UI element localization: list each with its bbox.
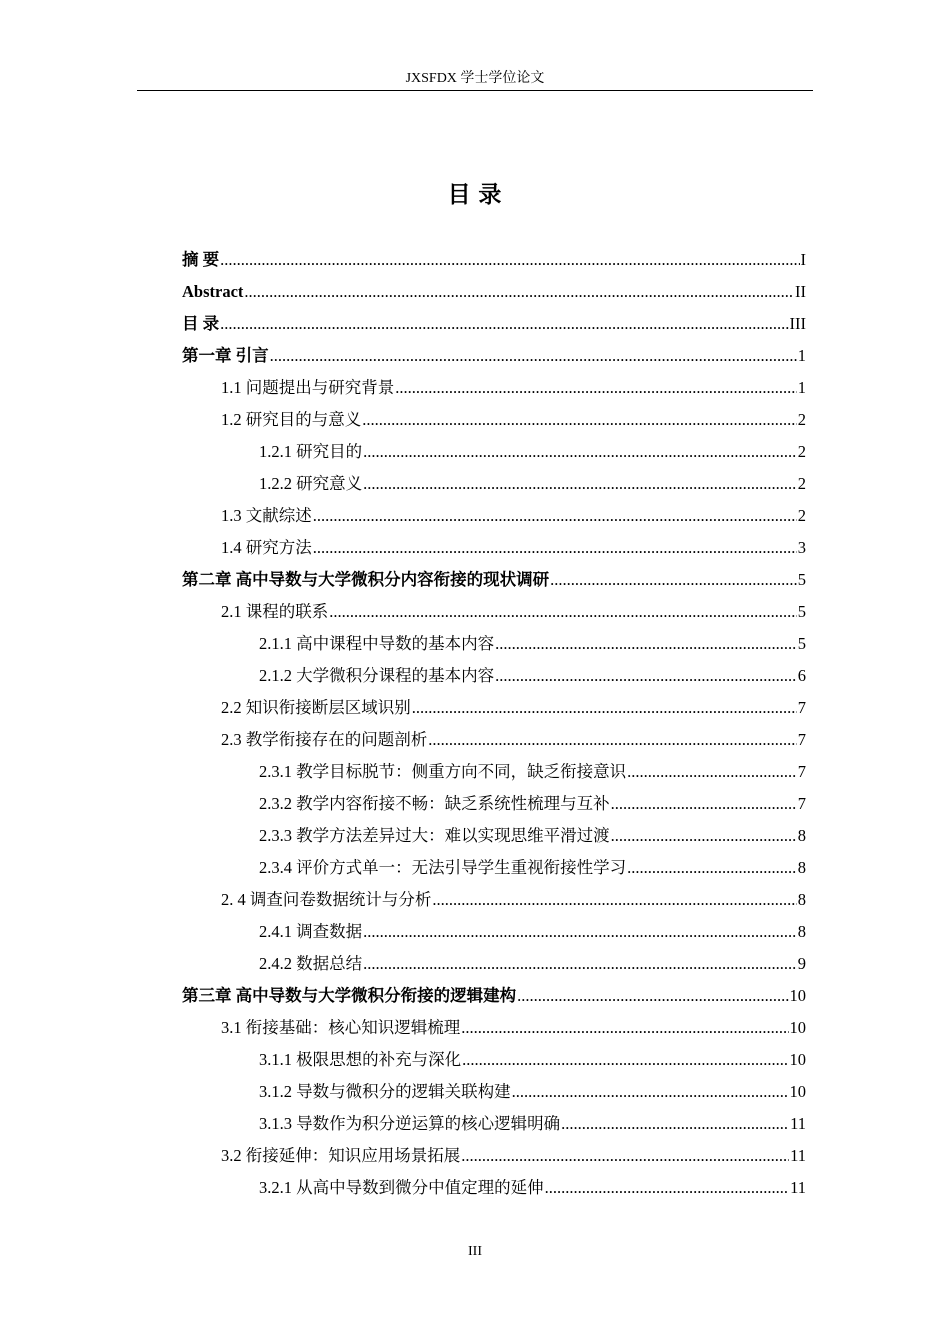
toc-dot-leader bbox=[611, 820, 797, 852]
toc-entry[interactable] bbox=[182, 660, 806, 692]
toc-entry[interactable] bbox=[182, 756, 806, 788]
toc-entry[interactable] bbox=[182, 564, 806, 596]
toc-entry-label: 1.2.1 研究目的 bbox=[259, 442, 363, 461]
toc-entry-page: II bbox=[795, 282, 806, 301]
toc-entry-label: 摘 要 bbox=[182, 250, 220, 269]
toc-entry[interactable] bbox=[182, 468, 806, 500]
toc-entry[interactable] bbox=[182, 340, 806, 372]
toc-entry[interactable] bbox=[182, 724, 806, 756]
toc-dot-leader bbox=[495, 660, 797, 692]
toc-entry-page: 1 bbox=[797, 378, 806, 397]
toc-entry[interactable] bbox=[182, 820, 806, 852]
toc-entry-page: 7 bbox=[797, 794, 806, 813]
toc-entry-label: 2.1.2 大学微积分课程的基本内容 bbox=[259, 666, 495, 685]
toc-entry-label: 2.4.2 数据总结 bbox=[259, 954, 363, 973]
toc-entry[interactable] bbox=[182, 980, 806, 1012]
toc-entry-label: 2.2 知识衔接断层区域识别 bbox=[221, 698, 411, 717]
toc-entry-label: 3.2.1 从高中导数到微分中值定理的延伸 bbox=[259, 1178, 544, 1197]
toc-entry-page: 8 bbox=[797, 858, 806, 877]
toc-dot-leader bbox=[270, 340, 797, 372]
toc-entry[interactable] bbox=[182, 916, 806, 948]
toc-entry-label: 1.4 研究方法 bbox=[221, 538, 312, 557]
toc-entry-label: 2.3.3 教学方法差异过大：难以实现思维平滑过渡 bbox=[259, 826, 610, 845]
toc-entry[interactable] bbox=[182, 276, 806, 308]
toc-dot-leader bbox=[550, 564, 797, 596]
toc-entry-label: 3.1.3 导数作为积分逆运算的核心逻辑明确 bbox=[259, 1114, 561, 1133]
toc-title: 目 录 bbox=[447, 182, 503, 207]
toc-dot-leader bbox=[517, 980, 788, 1012]
toc-entry-page: 11 bbox=[790, 1114, 806, 1133]
footer-page-number: III bbox=[468, 1244, 482, 1259]
toc-entry[interactable] bbox=[182, 948, 806, 980]
toc-dot-leader bbox=[363, 948, 797, 980]
toc-entry-label: 2.3.2 教学内容衔接不畅：缺乏系统性梳理与互补 bbox=[259, 794, 610, 813]
toc-entry-label: Abstract bbox=[182, 282, 244, 301]
toc-dot-leader bbox=[428, 724, 797, 756]
header-rule bbox=[137, 90, 813, 91]
toc-entry-label: 1.1 问题提出与研究背景 bbox=[221, 378, 395, 397]
toc-dot-leader bbox=[627, 852, 797, 884]
toc-dot-leader bbox=[363, 916, 797, 948]
toc-entry[interactable] bbox=[182, 1076, 806, 1108]
toc-entry-page: 10 bbox=[789, 1082, 806, 1101]
toc-entry-page: 9 bbox=[797, 954, 806, 973]
toc-dot-leader bbox=[220, 244, 799, 276]
toc-entry-page: 6 bbox=[797, 666, 806, 685]
toc-entry[interactable] bbox=[182, 308, 806, 340]
toc-entry-page: 8 bbox=[797, 826, 806, 845]
toc-dot-leader bbox=[362, 404, 797, 436]
toc-entry-label: 第一章 引言 bbox=[182, 346, 269, 365]
toc-entry[interactable] bbox=[182, 500, 806, 532]
toc-entry-page: 5 bbox=[797, 602, 806, 621]
toc-entry[interactable] bbox=[182, 1108, 806, 1140]
toc-dot-leader bbox=[363, 468, 797, 500]
toc-dot-leader bbox=[395, 372, 797, 404]
toc-entry-page: III bbox=[789, 314, 806, 333]
toc-entry-label: 第三章 高中导数与大学微积分衔接的逻辑建构 bbox=[182, 986, 517, 1005]
toc-entry-page: 11 bbox=[790, 1146, 806, 1165]
toc-entry-label: 2.1.1 高中课程中导数的基本内容 bbox=[259, 634, 495, 653]
toc-entry-label: 2.4.1 调查数据 bbox=[259, 922, 363, 941]
toc-entry-page: 5 bbox=[797, 570, 806, 589]
toc-entry-label: 3.2 衔接延伸：知识应用场景拓展 bbox=[221, 1146, 461, 1165]
toc-entry[interactable] bbox=[182, 372, 806, 404]
toc-entry-page: 3 bbox=[797, 538, 806, 557]
toc-dot-leader bbox=[512, 1076, 789, 1108]
toc-dot-leader bbox=[462, 1044, 788, 1076]
toc-entry[interactable] bbox=[182, 1012, 806, 1044]
toc-entry-page: 2 bbox=[797, 442, 806, 461]
toc-entry-page: 7 bbox=[797, 730, 806, 749]
toc-dot-leader bbox=[363, 436, 797, 468]
toc-entry-page: 2 bbox=[797, 506, 806, 525]
toc-entry[interactable] bbox=[182, 852, 806, 884]
toc-entry-label: 1.2 研究目的与意义 bbox=[221, 410, 362, 429]
toc-entry[interactable] bbox=[182, 596, 806, 628]
toc-entry[interactable] bbox=[182, 1044, 806, 1076]
toc-entry-page: 2 bbox=[797, 474, 806, 493]
toc-entry[interactable] bbox=[182, 532, 806, 564]
toc-entry-label: 1.3 文献综述 bbox=[221, 506, 312, 525]
toc-dot-leader bbox=[495, 628, 797, 660]
toc-dot-leader bbox=[461, 1012, 788, 1044]
toc-entry-label: 2.3.4 评价方式单一：无法引导学生重视衔接性学习 bbox=[259, 858, 627, 877]
toc-entry-page: 11 bbox=[790, 1178, 806, 1197]
toc-entry[interactable] bbox=[182, 788, 806, 820]
toc-dot-leader bbox=[611, 788, 797, 820]
toc-entry-label: 3.1.1 极限思想的补充与深化 bbox=[259, 1050, 462, 1069]
toc-entry-page: 1 bbox=[797, 346, 806, 365]
toc-entry-label: 2.1 课程的联系 bbox=[221, 602, 329, 621]
toc-list bbox=[182, 244, 806, 1204]
toc-entry-page: 7 bbox=[797, 698, 806, 717]
toc-dot-leader bbox=[313, 500, 797, 532]
toc-dot-leader bbox=[313, 532, 797, 564]
toc-entry-page: I bbox=[800, 250, 806, 269]
toc-entry-page: 8 bbox=[797, 890, 806, 909]
toc-dot-leader bbox=[461, 1140, 789, 1172]
toc-entry[interactable] bbox=[182, 404, 806, 436]
toc-entry[interactable] bbox=[182, 1172, 806, 1204]
toc-dot-leader bbox=[561, 1108, 789, 1140]
toc-entry-label: 目 录 bbox=[182, 314, 220, 333]
toc-entry-page: 7 bbox=[797, 762, 806, 781]
toc-entry-label: 3.1 衔接基础：核心知识逻辑梳理 bbox=[221, 1018, 461, 1037]
toc-entry[interactable] bbox=[182, 436, 806, 468]
toc-entry[interactable] bbox=[182, 884, 806, 916]
toc-dot-leader bbox=[627, 756, 797, 788]
toc-entry-label: 1.2.2 研究意义 bbox=[259, 474, 363, 493]
running-header: JXSFDX 学士学位论文 bbox=[405, 71, 545, 86]
toc-dot-leader bbox=[329, 596, 797, 628]
toc-dot-leader bbox=[432, 884, 796, 916]
toc-entry-page: 10 bbox=[789, 1018, 806, 1037]
toc-entry[interactable] bbox=[182, 692, 806, 724]
toc-dot-leader bbox=[244, 276, 794, 308]
toc-entry-page: 8 bbox=[797, 922, 806, 941]
toc-entry-label: 2.3 教学衔接存在的问题剖析 bbox=[221, 730, 428, 749]
toc-entry-page: 10 bbox=[789, 986, 806, 1005]
toc-entry-label: 2.3.1 教学目标脱节：侧重方向不同，缺乏衔接意识 bbox=[259, 762, 627, 781]
toc-entry-page: 10 bbox=[789, 1050, 806, 1069]
toc-dot-leader bbox=[412, 692, 797, 724]
toc-entry-label: 3.1.2 导数与微积分的逻辑关联构建 bbox=[259, 1082, 511, 1101]
toc-entry[interactable] bbox=[182, 628, 806, 660]
toc-entry[interactable] bbox=[182, 244, 806, 276]
toc-entry-page: 5 bbox=[797, 634, 806, 653]
toc-entry-page: 2 bbox=[797, 410, 806, 429]
toc-entry[interactable] bbox=[182, 1140, 806, 1172]
toc-dot-leader bbox=[545, 1172, 789, 1204]
toc-dot-leader bbox=[220, 308, 788, 340]
toc-entry-label: 2. 4 调查问卷数据统计与分析 bbox=[221, 890, 432, 909]
toc-entry-label: 第二章 高中导数与大学微积分内容衔接的现状调研 bbox=[182, 570, 550, 589]
